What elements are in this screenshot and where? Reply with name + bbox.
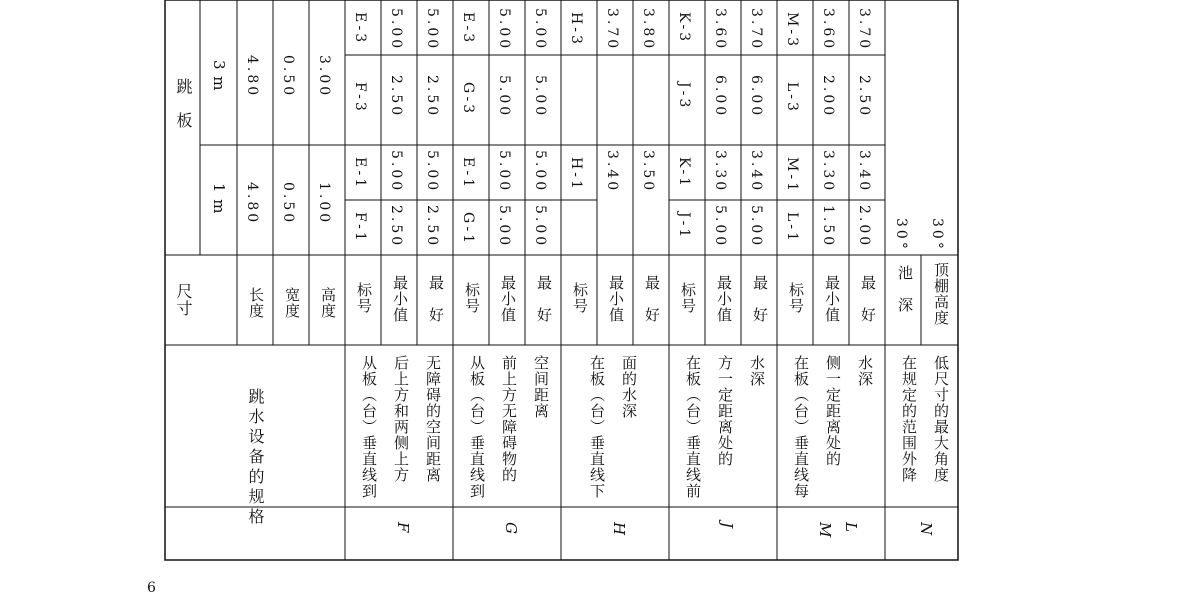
row-value: 3.70 [748, 8, 764, 52]
group-desc: 从板（台）垂直线到 [360, 355, 378, 499]
row-value: 2.50 [424, 205, 440, 249]
row-value: 5.00 [424, 8, 440, 52]
size-header: 尺寸 [174, 283, 193, 317]
group-desc: 侧一定距离处的 [824, 355, 842, 467]
row-value: H-1 [568, 157, 584, 192]
row-label: 最 好 [643, 275, 661, 323]
row-value: H-3 [568, 12, 584, 47]
row-value: G-3 [460, 82, 476, 117]
row-value: 2.50 [388, 205, 404, 249]
row-value: 3.80 [640, 8, 656, 52]
row-value: L-1 [784, 212, 800, 244]
group-letter: G [502, 522, 520, 535]
group-letter: F [394, 522, 412, 534]
row-value: 30° [929, 218, 945, 252]
row-value: 5.00 [712, 205, 728, 249]
row-value: 2.00 [856, 205, 872, 249]
row-value: 3.60 [712, 8, 728, 52]
dim-value: 4.80 [244, 182, 260, 226]
row-value: 3.40 [604, 150, 620, 194]
row-value: 5.00 [532, 205, 548, 249]
row-value: G-1 [460, 212, 476, 247]
row-value: M-1 [784, 157, 800, 194]
row-value: F-1 [352, 212, 368, 244]
row-value: 30° [893, 218, 909, 252]
row-value: L-3 [784, 82, 800, 114]
row-value: 3.40 [748, 150, 764, 194]
group-desc: 方一定距离处的 [716, 355, 734, 467]
row-label: 最小值 [607, 275, 625, 323]
row-label: 标号 [463, 282, 481, 314]
row-label: 标号 [679, 282, 697, 314]
row-value: 1.50 [820, 205, 836, 249]
row-value: K-3 [676, 12, 692, 45]
row-value: 5.00 [424, 150, 440, 194]
row-value: 3.30 [820, 150, 836, 194]
group-letter: N [917, 522, 935, 537]
row-label: 最小值 [715, 275, 733, 323]
dim-value: 0.50 [280, 182, 296, 226]
board-header: 跳 板 [174, 78, 193, 129]
row-label: 标号 [571, 282, 589, 314]
row-value: E-1 [460, 157, 476, 191]
row-value: 5.00 [532, 150, 548, 194]
dim-value: 1.00 [316, 182, 332, 226]
group-desc: 无障碍的空间距离 [424, 355, 442, 483]
board-1m-label: 1 m [210, 183, 228, 215]
row-value: E-3 [460, 12, 476, 46]
row-label: 最 好 [535, 275, 553, 323]
row-value: 6.00 [748, 75, 764, 119]
row-value: 5.00 [496, 150, 512, 194]
row-value: 5.00 [496, 205, 512, 249]
row-label: 最 好 [751, 275, 769, 323]
dim-value: 0.50 [280, 55, 296, 99]
row-value: 5.00 [532, 8, 548, 52]
dim-value: 4.80 [244, 55, 260, 99]
row-value: 5.00 [748, 205, 764, 249]
row-label: 最小值 [391, 275, 409, 323]
group-letter: L M [816, 522, 860, 539]
row-value: 5.00 [388, 150, 404, 194]
row-label: 标号 [355, 282, 373, 314]
row-value: 3.70 [856, 8, 872, 52]
row-value: 3.60 [820, 8, 836, 52]
row-value: 3.30 [712, 150, 728, 194]
row-value: 2.00 [820, 75, 836, 119]
group-desc: 面的水深 [620, 355, 638, 419]
row-value: E-3 [352, 12, 368, 46]
row-label: 最小值 [823, 275, 841, 323]
row-label: 最 好 [427, 275, 445, 323]
row-value: J-3 [676, 82, 692, 111]
row-value: 2.50 [856, 75, 872, 119]
group-desc: 后上方和两侧上方 [392, 355, 410, 483]
dim-value: 3.00 [316, 55, 332, 99]
group-desc: 在规定的范围外降 [900, 355, 918, 483]
group-desc: 在板（台）垂直线前 [684, 355, 702, 499]
row-value: M-3 [784, 12, 800, 49]
row-value: K-1 [676, 157, 692, 190]
spec-header: 跳水设备的规格 [246, 388, 265, 528]
dim-label: 高度 [319, 287, 337, 319]
row-value: 3.50 [640, 150, 656, 194]
row-value: 2.50 [424, 75, 440, 119]
group-desc: 水深 [856, 355, 874, 387]
row-value: F-3 [352, 82, 368, 114]
row-value: 5.00 [496, 75, 512, 119]
row-label: 最 好 [859, 275, 877, 323]
group-letter: J [718, 522, 736, 530]
group-desc: 前上方无障碍物的 [500, 355, 518, 483]
page-number: 6 [147, 580, 156, 596]
row-value: 2.50 [388, 75, 404, 119]
group-desc: 在板（台）垂直线下 [588, 355, 606, 499]
group-desc: 水深 [748, 355, 766, 387]
row-label: 最小值 [499, 275, 517, 323]
row-label: 顶棚高度 [932, 262, 950, 326]
dim-label: 宽度 [283, 287, 301, 319]
dim-label: 长度 [247, 287, 265, 319]
row-value: E-1 [352, 157, 368, 191]
group-desc: 从板（台）垂直线到 [468, 355, 486, 499]
row-value: 5.00 [496, 8, 512, 52]
group-desc: 空间距离 [532, 355, 550, 419]
board-3m-label: 3 m [210, 60, 228, 92]
row-label: 池 深 [896, 265, 914, 313]
group-letter: H [610, 522, 628, 537]
row-value: 3.70 [604, 8, 620, 52]
row-label: 标号 [787, 282, 805, 314]
row-value: J-1 [676, 212, 692, 241]
row-value: 5.00 [388, 8, 404, 52]
group-desc: 低尺寸的最大角度 [932, 355, 950, 483]
group-desc: 在板（台）垂直线每 [792, 355, 810, 499]
row-value: 6.00 [712, 75, 728, 119]
row-value: 5.00 [532, 75, 548, 119]
row-value: 3.40 [856, 150, 872, 194]
